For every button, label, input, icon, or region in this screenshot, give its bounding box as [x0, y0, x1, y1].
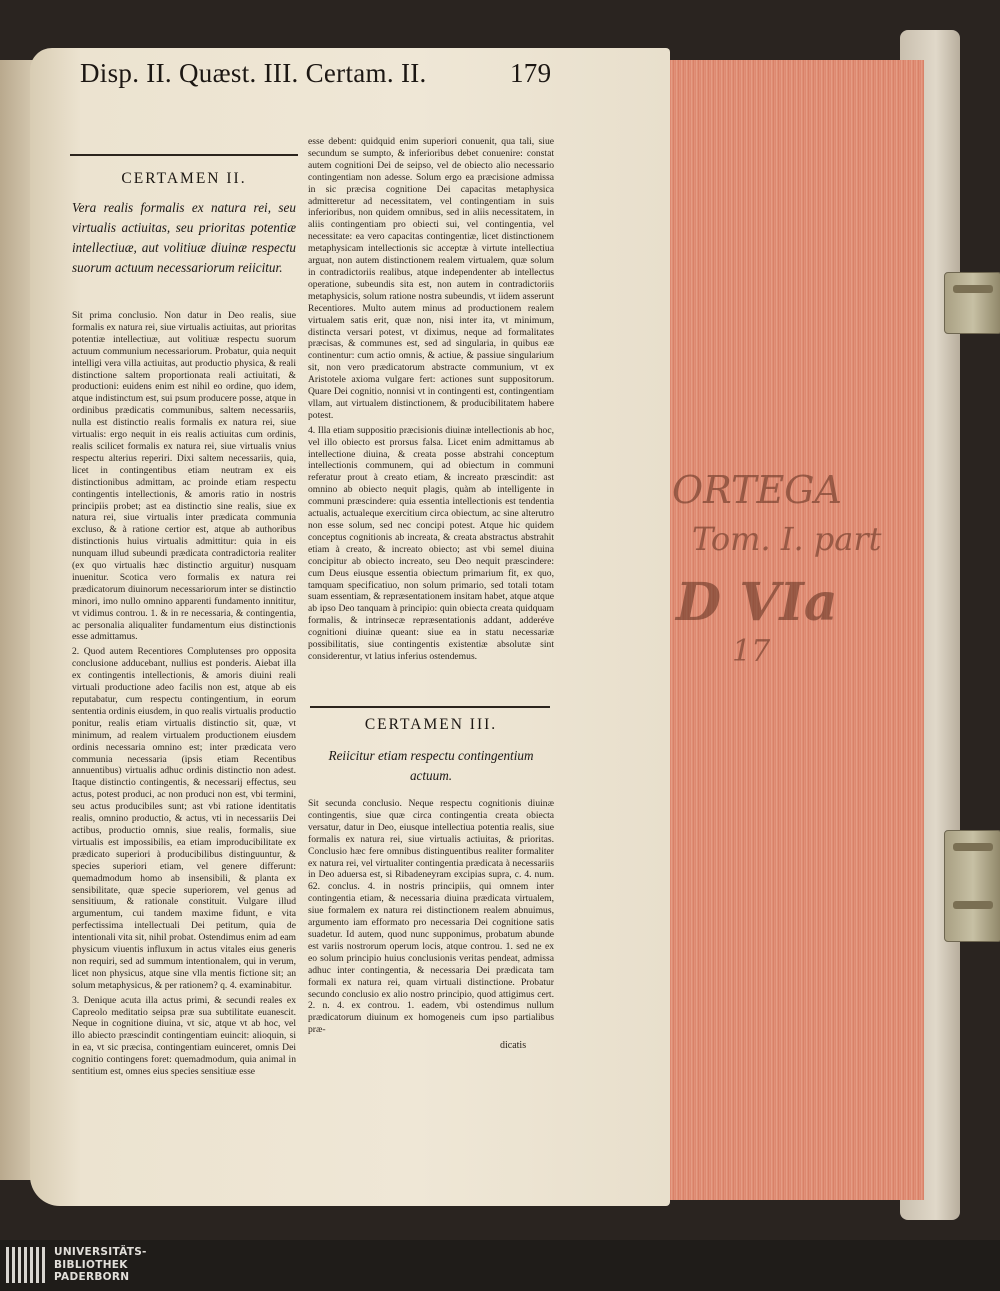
left-column	[72, 310, 296, 1081]
right-column	[308, 136, 554, 666]
paragraph-1: Sit prima conclusio. Non datur in Deo realis, siue formalis ex natura rei, siue virtualis actiuitas, aut prioritas potentiæ intellectiuæ, aut volitiuæ respectu suorum actuum communium necessariorum. Probatur, quia nequit intelligi vera villa actiuitas, aut productio physica, & reali distinctione saltem proportionata reali actiuitati, & productioni: euidens enim est nihil eo ordine, quo idem, atque indistinctum est, sui psum producere posse, atque in ordinibus prædicatis communibus, saltem necessariis, nulla est distinctio realis formalis ex natura rei, siue virtualis: ergo nequit in eis realis actiuitas cum ordinis, realis scilicet formalis ex natura rei, siue virtualis vnius respectu alterius reperiri. Dixi saltem necessariis, quia, licet in contingentibus etiam neutram ex eis distinctionibus admittam, ac proinde etiam respectu contingentis intellectionis, & amoris ratio in nostris principiis probet; ast ea distinctio sine realis, siue ex natura rei, siue virtualis inter prædicata communia excluso, & à ratione certior est, atque ab authoribus distinctionis huius virtualis admittitur: quia in eis nunquam illud subeundi prædicata contradictoria realiter (ex quo virtualis hæc distinctio arguitur) nusquam inuenitur. Scotica vero formalis ex natura rei prædicatorum diuinorum necessariorum inter se distinctio minori, imo nullo omnino apparenti fundamento innititur, vt vidimus controu. 1. & in re necessaria, & contingentia, ac personalia aliqualiter fundamentum eius distinctionis esse admittamus.	[72, 310, 296, 643]
handwriting-line-3: D VIa	[676, 572, 838, 633]
paragraph-4: 4. Illa etiam suppositio præcisionis diuinæ intellectionis ab hoc, vel illo obiecto est prorsus falsa. Licet enim admittamus ab intellectione diuina, & creata posse abstrahi conceptum intellectionis communem, qui ad obiectum in communi referatur prout à creato etiam, & increato præscindit: ast omnino ab obiecto nequit plagis, quàm ab intelligente in communi præscindere: quia essentia intellectionis est tendentia actualis, actualeque exercitium circa obiectum, ac sine alterutro non esse solum, sed nec concipi potest. Atque hic quidem conceptus cognitionis ab increata, & creata abstractus abstrahit etiam à creato, & increato obiecto; ast vbi semel diuina concipitur ab obiecto increato, seu Deo nequit præscindere: cum Deus eiusque essentia obiectum primarium fit, ex quo, tamquam specificatiuo, non solum primario, sed totali totam suam essentiam, & repræsentationem insitam habet, atque atque ab ipso Deo tanquam à principio: quin obiecta creata quidquam formalis, & intrinsecæ repræsentationis addant, adderéve cognitioni diuinæ queant: siue ea in statu necessariæ possibilitatis, siue contingentis existentiæ absolutæ sint considerentur, vt latius inferius ostendemus.	[308, 424, 554, 662]
handwriting-line-4: 17	[732, 634, 771, 669]
certamen-3-body	[308, 798, 554, 1039]
library-name-line-2: BIBLIOTHEK	[54, 1258, 128, 1271]
certamen-3-subtitle: Reiicitur etiam respectu contingentium actuum.	[328, 748, 534, 783]
handwriting-line-1: ORTEGA	[672, 468, 842, 512]
clasp-bottom-icon	[944, 830, 1000, 942]
catchword: dicatis	[500, 1040, 527, 1051]
paragraph-5: Sit secunda conclusio. Neque respectu cognitionis diuinæ contingentis, siue quæ circa contingentia creata obiecta versatur, datur in Deo, eiusque intellectiua potentia realis, siue formalis ex natura rei, siue virtualis actiuitas, & prioritas. Conclusio hæc fere omnibus distinguentibus realiter formaliter ex natura rei, vel virtualiter contingentia prædicata à necessariis in Deo aduersa est, si Ribadeneyram excipias supra, c. 4. num. 62. conclus. 4. in nostris principiis, qui omnem inter contingentia etiam, & necessaria diuina prædicata virtualem, siue formalem ex natura rei distinctionem realem abnuimus, argumento iam efformato pro necessaria Dei cognitione satis suadetur. Id autem, quod nunc supponimus, probatum abunde est variis nostrorum operum locis, atque controu. 1. sed ne ex eo solum principio huius conclusionis veritas pendeat, admissa adhuc inter contingentia, & necessaria Dei prædicata tam formali ex natura rei, quam virtuali distinctione. Probatur secundo conclusio ex alio nostro principio, quod attigimus cert. 2. n. 4. ex controu. 1. eadem, vbi ostendimus nullum prædicatorum diuinum ex homogeneis cum ipso partialibus præ-	[308, 798, 554, 1036]
certamen-2-heading: CERTAMEN II.	[121, 170, 247, 187]
library-footer	[0, 1240, 1000, 1291]
library-name-line-3: PADERBORN	[54, 1271, 130, 1283]
certamen-3-heading: CERTAMEN III.	[364, 716, 498, 733]
library-name	[54, 1246, 147, 1284]
library-name-line-1: UNIVERSITÄTS-	[54, 1246, 147, 1258]
paragraph-2: 2. Quod autem Recentiores Complutenses pro opposita conclusione adducebant, nullius est ponderis. Aiebat illa ex contingentis intellectionis, & amoris diuini reali virtuali productione adeo facilis non est, atque ab eis reputabatur, cum respectu contingentium, in eorum sententia ordinis eiusdem, in quo realis virtualis productio ponitur, realis etiam virtualis distinctio sit, quæ, vt minimum, ad realem virtualem productionem eiusdem ordinis necessaria omnino est; inter prædicata vero communia necessaria (ipsis etiam Recentibus annuentibus) virtualis adhuc ordinis distinctio non adest. Itaque distinctio contingentis, & necessarij effectus, seu actus, potest produci, ac non produci non est, vbi termini, seu actus producibiles sunt; ast vbi ratione identitatis realis, omnino productio, & actus, vti in necessariis Dei actibus, productio omnis, siue realis, formalis, siue virtualis est impossibilis, ea etiam improducibilitate ex prædicato superiori à producibilibus distinguuntur, & species superiori etiam, vel genere differunt: quemadmodum homo ab insensibili, & planta ex sensibilitate, quæ specie superiorem, vel genus ad sensitiuum, & rationale constituit. Vulgare illud argumentum, cui tandem maxime fidunt, e vita perfectissima intellectuali Dei petitum, quia de intentionali vita sit, nihil probat. Ostendimus enim ad eam physicum viuentis influxum in actus vitales eius generis non requiri, sed ad summum intentionalem, qui in verum, licet non physicus, atque sine vlla mentis fictione sit; an solum metaphysicus, & per rationem? q. 4. examinabitur.	[72, 646, 296, 991]
paragraph-3: 3. Denique acuta illa actus primi, & secundi reales ex Capreolo meditatio seipsa præ sua subtilitate euanescit. Neque in cognitione diuina, vt sic, atque vt ab hoc, vel illo abiecto præscindit contingentiam euincit: alioquin, si in ea, vt sic præcisa, contingentiam euinceret, omnis Dei cognitio contingens foret: quemadmodum, quia animal in sentitium est, omnes eius species sensitiuæ esse	[72, 994, 296, 1078]
clasp-top-icon	[944, 272, 1000, 334]
handwriting-line-2: Tom. I. part	[692, 520, 882, 558]
page-number: 179	[510, 58, 552, 88]
certamen-2-subtitle: Vera realis formalis ex natura rei, seu virtualis actiuitas, seu prioritas potentiæ intellectiuæ, aut volitiuæ diuinæ respectu suorum actuum necessariorum reiicitur.	[72, 200, 296, 275]
running-head-title: Disp. II. Quæst. III. Certam. II.	[80, 58, 427, 88]
library-logo-icon	[6, 1247, 50, 1283]
paragraph-continued: esse debent: quidquid enim superiori conuenit, qua tali, siue secundum se sumpto, & inferioribus debet conuenire: constat autem cognitioni Dei de seipso, vel de obiecto alio necessario contingentiam non adesse. Solum ergo ea præcisione admissa in sic præcisa cognitione Dei capacitas metaphysica admitteretur ad necessitatem, vel contingentiam in suis inferioribus, non quidem omnibus, sed in aliis necessitatem, in aliis contingentiam pro obiecti sui, vel contingentia, vel necessitate: ea vero capacitas contingentiæ, licet distinctionem metaphysicam intellectionis sic acceptæ à virtute intellectiua arguat, non autem distinctionem realem virtualem, quæ solum in contradictoriis realibus, atque independenter ab intellectus operatione, subeundis sita est, non autem in contradictoriis metaphysicis, solum ratione nostra subeundis, vt iidem asserunt Recentiores. Multo autem minus ad productionem realem virtualem satis erit, quæ non, nisi inter ita, vt minimum, distincta versari potest, vt diximus, neque ad formalitates præcisas, & communes est, sed ad singularia, in quibus eæ continentur: cum actio omnis, & actiue, & passiue singularium sit, non vero prædicatorum abstracte communium, vt ex Aristotele axioma vulgare fert: actiones sunt suppositorum. Quare Dei cognitio, nonnisi vt in contingenti est, contingentiam vllam, aut virtualem distinctionem, & producibilitatem habere potest.	[308, 136, 554, 421]
section-rule	[310, 706, 550, 708]
header-rule-left	[70, 154, 298, 156]
